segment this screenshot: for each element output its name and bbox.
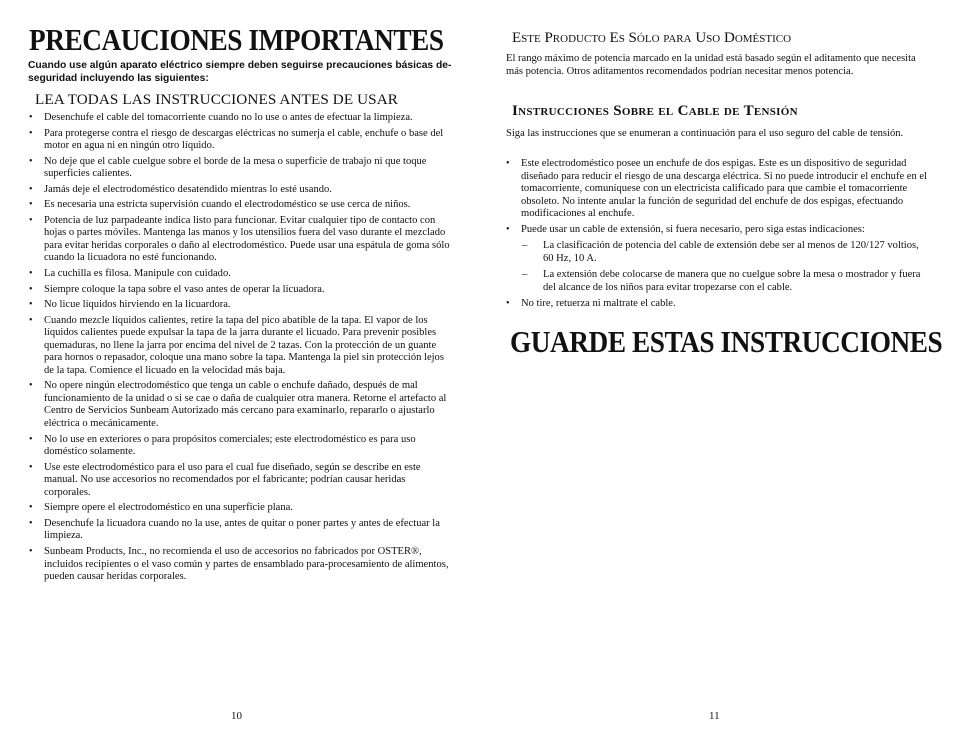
save-instructions-title: GUARDE ESTAS INSTRUCCIONES: [510, 324, 943, 359]
right-page: [477, 0, 954, 750]
intro-text: Cuando use algún aparato eléctrico siempre deben seguirse precauciones básicas de-seguridad incluyendo las siguientes:: [28, 60, 452, 84]
list-item: • Para protegerse contra el riesgo de descargas eléctricas no sumerja el cable, enchufe o base del motor en agua ni en ningún otro líquido.: [29, 128, 454, 153]
list-item: • Siempre opere el electrodoméstico en una superficie plana.: [29, 502, 454, 515]
sub-list-item: – La extensión debe colocarse de manera que no cuelgue sobre la mesa o mostrador y fuera del alcance de los niños para evitar tropezarse con el cable.: [521, 269, 931, 294]
list-item: • Desenchufe la licuadora cuando no la use, antes de quitar o poner partes y antes de efectuar la limpieza.: [29, 518, 454, 543]
list-item: • Siempre coloque la tapa sobre el vaso antes de operar la licuadora.: [29, 284, 454, 297]
precautions-list: [29, 112, 454, 587]
list-item: • La cuchilla es filosa. Manipule con cuidado.: [29, 268, 454, 281]
list-item: • Sunbeam Products, Inc., no recomienda el uso de accesorios no fabricados por OSTER®, incluidos recipientes o el vaso común y partes de ensamblado para-procesamiento de alimentos, pueden causar heridas corporales.: [29, 546, 454, 584]
list-item: • No tire, retuerza ni maltrate el cable.: [506, 298, 931, 311]
list-item: • Potencia de luz parpadeante indica listo para funcionar. Evitar cualquier tipo de contacto con hojas o partes móviles. Mantenga las manos y los utensilios fuera del vaso durante el mezclado para evitar heridas corporales o daño al electrodoméstico. Puede usar una espátula de goma sólo cuando la licuadora no esté funcionando.: [29, 215, 454, 265]
page-title: PRECAUCIONES IMPORTANTES: [29, 22, 444, 57]
list-item: • Desenchufe el cable del tomacorriente cuando no lo use o antes de efectuar la limpieza.: [29, 112, 454, 125]
page-number: 10: [231, 710, 242, 722]
power-cord-heading: Instrucciones Sobre el Cable de Tensión: [512, 103, 798, 119]
domestic-use-heading: Este Producto Es Sólo para Uso Doméstico: [512, 30, 792, 46]
power-rating-paragraph: El rango máximo de potencia marcado en la unidad está basado según el aditamento que necesita más potencia. Otros aditamentos recomendados podrían necesitar menos potencia.: [506, 53, 916, 77]
extension-cord-sublist: [521, 240, 931, 294]
page-number: 11: [709, 710, 720, 722]
list-item: • Es necesaria una estricta supervisión cuando el electrodoméstico se use cerca de niños.: [29, 199, 454, 212]
list-item: • Cuando mezcle líquidos calientes, retire la tapa del pico abatible de la tapa. El vapor de los líquidos calientes puede expulsar la tapa de la jarra durante el licuado. Para prevenir posibles quemaduras, no llene la jarra por encima del nivel de 2 tazas. Con la protección de un guante para hornos o repasador, coloque una mano sobre la tapa. Mantenga la piel sin protección lejos de la tapa. Comience el licuado en la velocidad más baja.: [29, 315, 454, 378]
list-item: • No opere ningún electrodoméstico que tenga un cable o enchufe dañado, después de mal funcionamiento de la unidad o si se cae o daña de cualquier otra manera. Retorne el artefacto al Centro de Servicios Sunbeam Autorizado más cercano para examinarlo, repararlo o ajustarlo eléctrica o mecánicamente.: [29, 380, 454, 430]
list-item: • Jamás deje el electrodoméstico desatendido mientras lo esté usando.: [29, 184, 454, 197]
list-item: • Use este electrodoméstico para el uso para el cual fue diseñado, según se describe en este manual. No use accesorios no recomendados por el fabricante; podrían causar heridas corporales.: [29, 462, 454, 500]
list-item: [506, 224, 931, 295]
list-item-text: Puede usar un cable de extensión, si fuera necesario, pero siga estas indicaciones:: [521, 223, 865, 235]
power-cord-intro: Siga las instrucciones que se enumeran a continuación para el uso seguro del cable de tensión.: [506, 128, 904, 139]
read-all-heading: LEA TODAS LAS INSTRUCCIONES ANTES DE USAR: [35, 91, 399, 108]
list-item: • No lo use en exteriores o para propósitos comerciales; este electrodoméstico es para uso doméstico solamente.: [29, 434, 454, 459]
power-cord-list: [506, 158, 931, 314]
sub-list-item: – La clasificación de potencia del cable de extensión debe ser al menos de 120/127 voltios, 60 Hz, 10 A.: [521, 240, 931, 265]
list-item: • No licue líquidos hirviendo en la licuardora.: [29, 299, 454, 312]
list-item: • No deje que el cable cuelgue sobre el borde de la mesa o superficie de trabajo ni que toque superficies calientes.: [29, 156, 454, 181]
list-item: • Este electrodoméstico posee un enchufe de dos espigas. Este es un dispositivo de seguridad diseñado para reducir el riesgo de una descarga eléctrica. Si no puede introducir el enchufe en el tomacorriente, comuníquese con un electricista calificado para que cambie el tomacorriente obsoleto. No intente anular la función de seguridad del enchufe de dos espigas, efectuando modificaciones al enchufe.: [506, 158, 931, 221]
